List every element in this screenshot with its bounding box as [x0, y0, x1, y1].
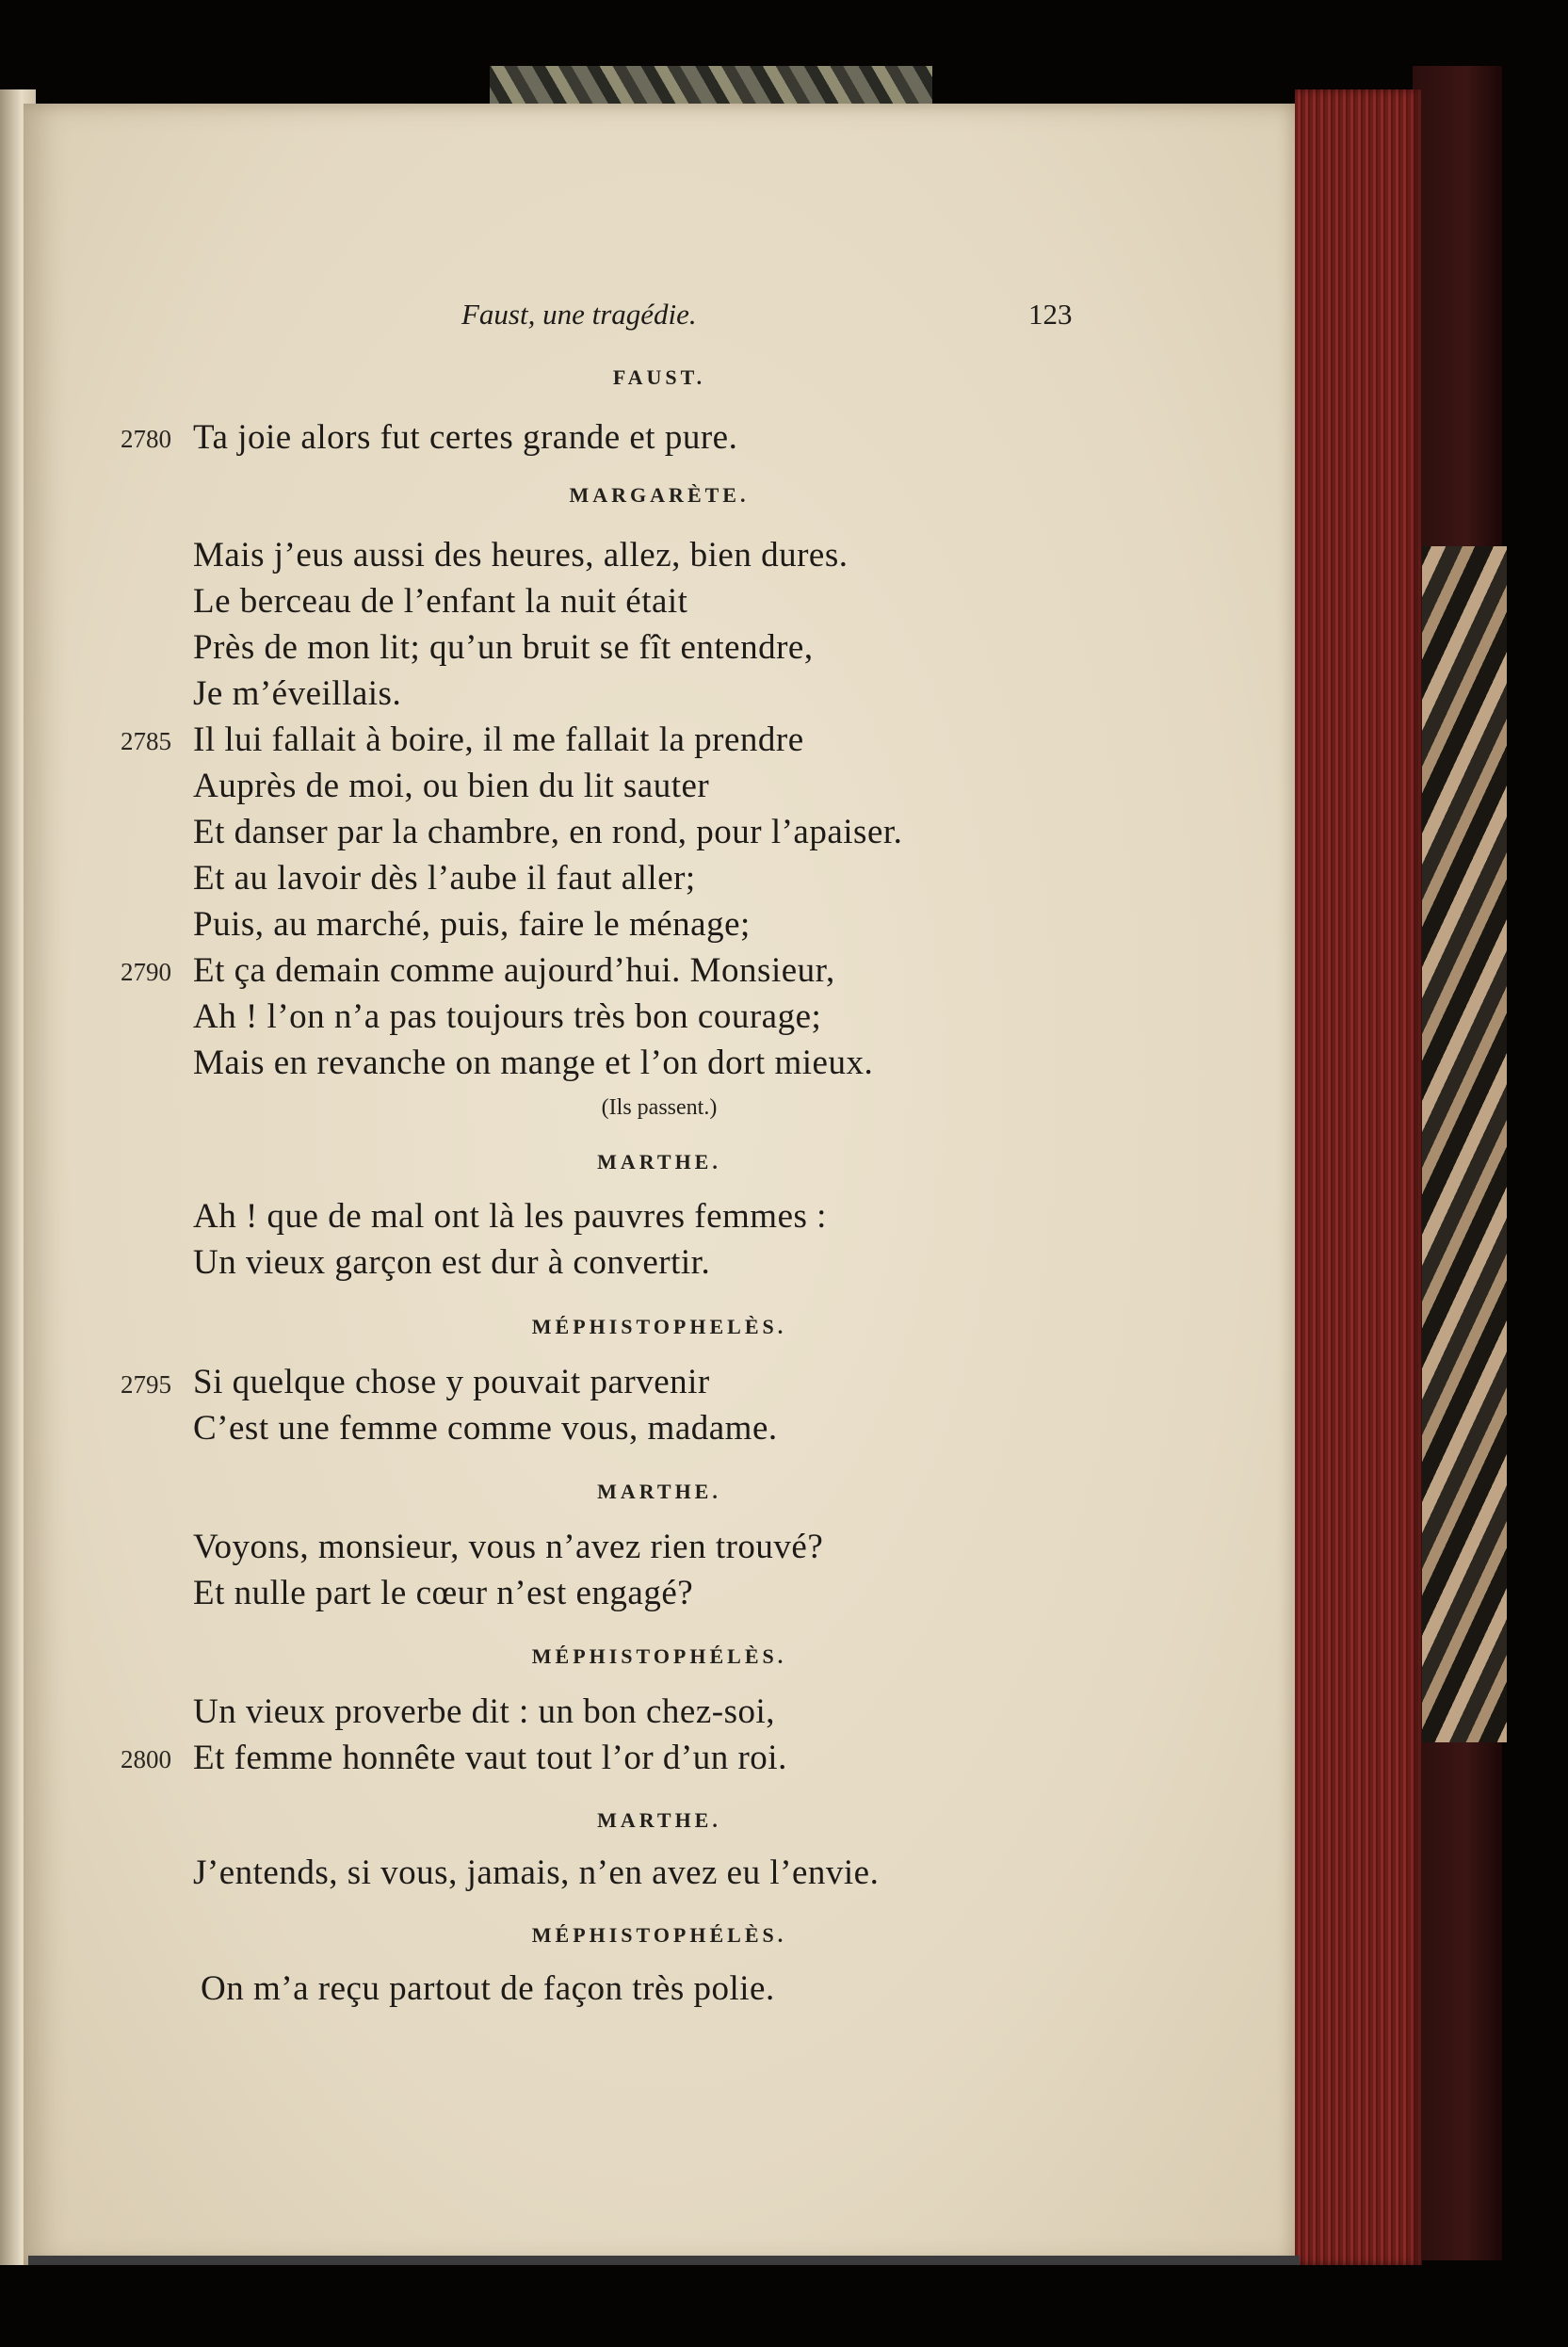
verse-line: Et femme honnête vaut tout l’or d’un roi.	[193, 1739, 787, 1777]
verse-line: J’entends, si vous, jamais, n’en avez eu l’envie.	[193, 1853, 880, 1892]
verse-line: Et danser par la chambre, en rond, pour l’apaiser.	[193, 813, 903, 851]
stage-direction: (Ils passent.)	[601, 1095, 718, 1120]
verse-line: Si quelque chose y pouvait parvenir	[193, 1363, 710, 1401]
verse-line: On m’a reçu partout de façon très polie.	[201, 1969, 775, 2008]
speaker-heading: MARTHE.	[597, 1808, 721, 1832]
verse-line: Près de mon lit; qu’un bruit se fît entendre,	[193, 628, 814, 667]
speaker-heading: MARTHE.	[597, 1150, 721, 1174]
speaker-heading: MÉPHISTOPHÉLÈS.	[531, 1923, 787, 1947]
verse-number: 2780	[121, 425, 171, 453]
speaker-heading: MARTHE.	[597, 1480, 721, 1503]
verse-line: Ah ! l’on n’a pas toujours très bon courage;	[193, 997, 822, 1036]
verse-line: Il lui fallait à boire, il me fallait la prendre	[193, 720, 804, 759]
marbled-endpaper-side	[1413, 546, 1507, 1742]
verse-line: Ah ! que de mal ont là les pauvres femmes :	[193, 1197, 827, 1236]
verse-number: 2790	[121, 958, 171, 986]
running-head-title: Faust, une tragédie.	[461, 298, 697, 331]
page-bottom-edge	[28, 2256, 1300, 2265]
verse-line: Mais en revanche on mange et l’on dort mieux.	[193, 1044, 874, 1082]
verse-line: Un vieux garçon est dur à convertir.	[193, 1243, 711, 1282]
verse-line: Mais j’eus aussi des heures, allez, bien dures.	[193, 536, 849, 575]
verse-line: Un vieux proverbe dit : un bon chez-soi,	[193, 1692, 776, 1731]
verse-line: Et ça demain comme aujourd’hui. Monsieur,	[193, 951, 835, 990]
verse-line: Je m’éveillais.	[193, 674, 402, 713]
speaker-heading: MÉPHISTOPHÉLÈS.	[531, 1644, 787, 1668]
speaker-heading: FAUST.	[612, 365, 706, 389]
verse-number: 2800	[121, 1745, 171, 1773]
verse-line: Ta joie alors fut certes grande et pure.	[193, 418, 738, 457]
page-number: 123	[1028, 298, 1073, 331]
verse-line: Voyons, monsieur, vous n’avez rien trouvé?	[193, 1528, 824, 1566]
speaker-heading: MARGARÈTE.	[569, 483, 750, 507]
verse-number: 2785	[121, 727, 171, 755]
verse-line: Le berceau de l’enfant la nuit était	[193, 582, 688, 621]
verse-line: Et au lavoir dès l’aube il faut aller;	[193, 859, 696, 898]
verse-number: 2795	[121, 1370, 171, 1399]
speaker-heading: MÉPHISTOPHELÈS.	[531, 1315, 787, 1338]
verse-line: Puis, au marché, puis, faire le ménage;	[193, 905, 751, 944]
verse-line: Et nulle part le cœur n’est engagé?	[193, 1574, 694, 1612]
verse-line: C’est une femme comme vous, madame.	[193, 1409, 778, 1448]
verse-line: Auprès de moi, ou bien du lit sauter	[193, 767, 710, 805]
